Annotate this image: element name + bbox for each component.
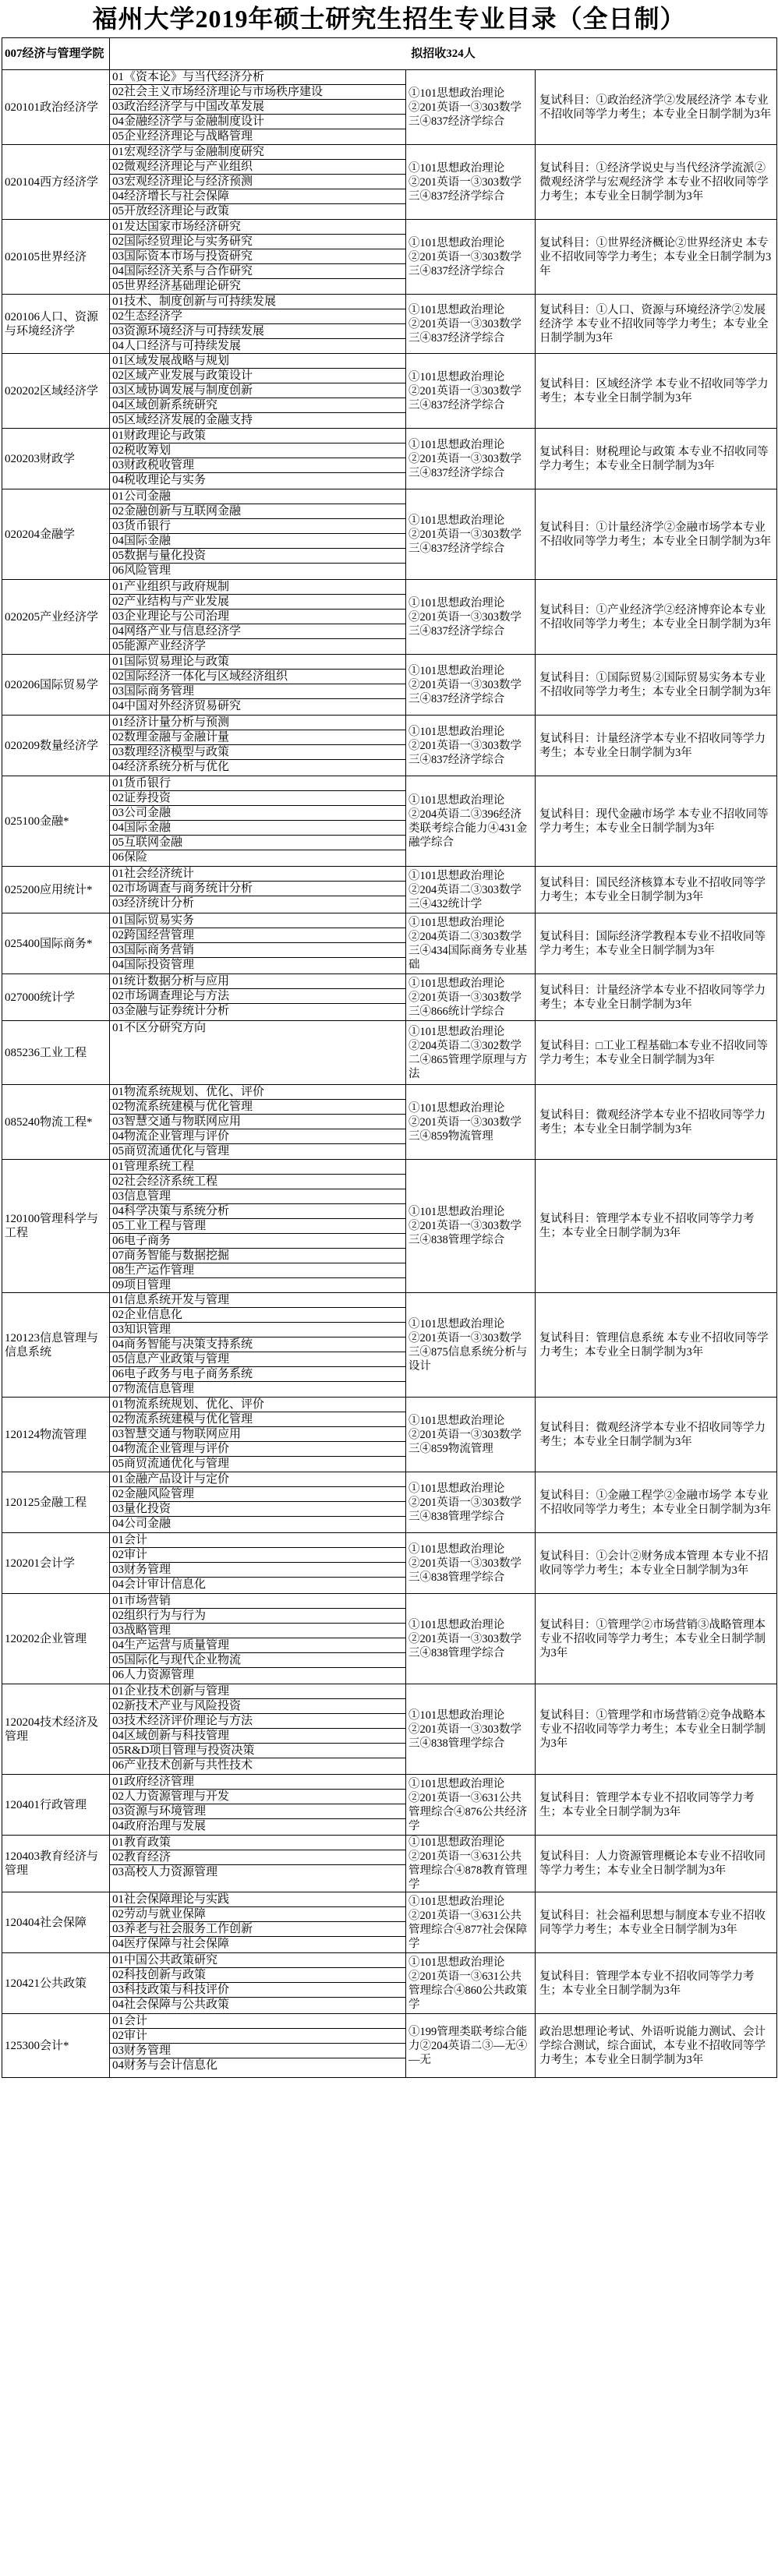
direction-item: 02生态经济学 (110, 309, 405, 324)
direction-item: 03资源与环境管理 (110, 1804, 405, 1819)
notes: 复试科目：人力资源管理概论本专业不招收同等学力考生；本专业全日制学制为3年 (536, 1836, 777, 1892)
direction-item: 02产业结构与产业发展 (110, 595, 405, 610)
direction-item: 01产业组织与政府规制 (110, 580, 405, 595)
direction-item: 01企业技术创新与管理 (110, 1684, 405, 1699)
direction-item: 02税收筹划 (110, 443, 405, 458)
direction-item: 03知识管理 (110, 1323, 405, 1337)
major-row (2, 1160, 777, 1293)
major-name: 025400国际商务* (2, 913, 110, 974)
research-directions (110, 1398, 406, 1472)
notes: 复试科目：财税理论与政策 本专业不招收同等学力考生；本专业全日制学制为3年 (536, 429, 777, 489)
direction-item: 01不区分研究方向 (112, 1022, 207, 1034)
major-row (2, 295, 777, 354)
direction-item: 02市场调查与商务统计分析 (110, 882, 405, 896)
major-name: 085236工业工程 (2, 1021, 110, 1085)
exam-subjects: ①101思想政治理论②201英语一③303数学三④837经济学综合 (406, 489, 536, 580)
major-row (2, 580, 777, 655)
direction-item: 05国际化与现代企业物流 (110, 1653, 405, 1668)
notes: 复试科目：①国际贸易②国际贸易实务本专业不招收同等学力考生；本专业全日制学制为3年 (536, 655, 777, 716)
direction-item: 04经济增长与社会保障 (110, 189, 405, 204)
major-row (2, 1892, 777, 1953)
research-directions (110, 429, 406, 489)
research-directions (110, 1594, 406, 1684)
notes: 复试科目：现代金融市场学 本专业不招收同等学力考生；本专业全日制学制为3年 (536, 776, 777, 867)
notes: 复试科目：□工业工程基础□本专业不招收同等学力考生；本专业全日制学制为3年 (536, 1021, 777, 1085)
direction-item: 06保险 (112, 851, 148, 864)
header-row (2, 38, 777, 70)
direction-item: 01会计 (110, 1533, 405, 1548)
notes: 复试科目：管理学本专业不招收同等学力考生；本专业全日制学制为3年 (536, 1160, 777, 1293)
direction-item: 03资源环境经济与可持续发展 (110, 324, 405, 339)
direction-item: 02社会主义市场经济理论与市场秩序建设 (110, 85, 405, 100)
direction-item: 03技术经济评价理论与方法 (110, 1714, 405, 1729)
major-row (2, 1293, 777, 1398)
research-directions (110, 1472, 406, 1533)
research-directions (110, 70, 406, 145)
notes: 复试科目：微观经济学本专业不招收同等学力考生；本专业全日制学制为3年 (536, 1085, 777, 1160)
research-directions (110, 1293, 406, 1398)
major-name: 020209数量经济学 (2, 716, 110, 776)
major-name: 120204技术经济及管理 (2, 1684, 110, 1775)
direction-item: 01物流系统规划、优化、评价 (110, 1398, 405, 1412)
direction-item: 05开放经济理论与政策 (112, 205, 230, 217)
direction-item: 05企业经济理论与战略管理 (112, 130, 253, 143)
direction-item: 04区域创新与科技管理 (110, 1729, 405, 1744)
direction-item: 03量化投资 (110, 1502, 405, 1517)
exam-subjects: ①101思想政治理论②204英语二③396经济类联考综合能力④431金融学综合 (406, 776, 536, 867)
direction-item: 01国际贸易理论与政策 (110, 655, 405, 670)
notes: 复试科目：计量经济学本专业不招收同等学力考生；本专业全日制学制为3年 (536, 974, 777, 1021)
exam-subjects: ①101思想政治理论②201英语一③303数学三④875信息系统分析与设计 (406, 1293, 536, 1398)
direction-item: 04医疗保障与社会保障 (112, 1938, 230, 1950)
exam-subjects: ①101思想政治理论②201英语一③303数学三④837经济学综合 (406, 655, 536, 716)
direction-item: 03金融与证券统计分析 (112, 1005, 230, 1017)
major-row (2, 429, 777, 489)
exam-subjects: ①101思想政治理论②201英语一③303数学三④866统计学综合 (406, 974, 536, 1021)
major-row (2, 489, 777, 580)
notes: 复试科目：管理信息系统 本专业不招收同等学力考生；本专业全日制学制为3年 (536, 1293, 777, 1398)
direction-item: 02审计 (110, 2029, 405, 2044)
direction-item: 01会计 (110, 2014, 405, 2029)
direction-item: 01货币银行 (110, 776, 405, 791)
major-row (2, 2014, 777, 2078)
college-name: 007经济与管理学院 (2, 38, 110, 70)
direction-item: 05商贸流通优化与管理 (112, 1458, 230, 1470)
direction-item: 02物流系统建模与优化管理 (110, 1100, 405, 1115)
direction-item: 04公司金融 (112, 1518, 172, 1530)
major-name: 120421公共政策 (2, 1953, 110, 2014)
exam-subjects: ①101思想政治理论②201英语一③303数学三④837经济学综合 (406, 354, 536, 429)
direction-item: 01宏观经济学与金融制度研究 (110, 145, 405, 160)
major-name: 020105世界经济 (2, 220, 110, 295)
direction-item: 01区域发展战略与规划 (110, 354, 405, 369)
major-name: 120123信息管理与信息系统 (2, 1293, 110, 1398)
research-directions (110, 867, 406, 913)
direction-item: 01中国公共政策研究 (110, 1953, 405, 1968)
major-row (2, 1472, 777, 1533)
direction-item: 06产业技术创新与共性技术 (112, 1759, 253, 1772)
major-row (2, 1836, 777, 1892)
direction-item: 01社会保障理论与实践 (110, 1892, 405, 1907)
direction-item: 06风险管理 (112, 564, 172, 577)
direction-item: 03公司金融 (110, 806, 405, 821)
major-name: 025200应用统计* (2, 867, 110, 913)
direction-item: 03信息管理 (110, 1189, 405, 1204)
notes: 复试科目：国民经济核算本专业不招收同等学力考生；本专业全日制学制为3年 (536, 867, 777, 913)
direction-item: 06电子商务 (110, 1234, 405, 1249)
direction-item: 03财务管理 (110, 2044, 405, 2058)
direction-item: 02新技术产业与风险投资 (110, 1699, 405, 1714)
notes: 复试科目：国际经济学教程本专业不招收同等学力考生；本专业全日制学制为3年 (536, 913, 777, 974)
direction-item: 05商贸流通优化与管理 (112, 1145, 230, 1157)
major-name: 085240物流工程* (2, 1085, 110, 1160)
direction-item: 03国际商务营销 (110, 943, 405, 958)
direction-item: 01《资本论》与当代经济分析 (110, 70, 405, 85)
direction-item: 01财政理论与政策 (110, 429, 405, 443)
direction-item: 04科学决策与系统分析 (110, 1204, 405, 1219)
direction-item: 03养老与社会服务工作创新 (110, 1922, 405, 1937)
exam-subjects: ①101思想政治理论②201英语一③303数学三④837经济学综合 (406, 145, 536, 220)
research-directions (110, 145, 406, 220)
direction-item: 02证券投资 (110, 791, 405, 806)
exam-subjects: ①101思想政治理论②201英语一③303数学三④838管理学综合 (406, 1594, 536, 1684)
direction-item: 04金融经济学与金融制度设计 (110, 115, 405, 129)
research-directions (110, 1892, 406, 1953)
notes: 复试科目：计量经济学本专业不招收同等学力考生；本专业全日制学制为3年 (536, 716, 777, 776)
major-name: 025100金融* (2, 776, 110, 867)
major-name: 125300会计* (2, 2014, 110, 2078)
research-directions (110, 974, 406, 1021)
direction-item: 05工业工程与管理 (110, 1219, 405, 1234)
direction-item: 09项目管理 (112, 1279, 172, 1292)
direction-item: 04政府治理与发展 (112, 1820, 207, 1832)
major-name: 020106人口、资源与环境经济学 (2, 295, 110, 354)
direction-item: 01经济计量分析与预测 (110, 716, 405, 730)
research-directions (110, 655, 406, 716)
major-name: 120403教育经济与管理 (2, 1836, 110, 1892)
research-directions (110, 1021, 406, 1085)
direction-item: 01技术、制度创新与可持续发展 (110, 295, 405, 309)
exam-subjects: ①101思想政治理论②204英语二③302数学二④865管理学原理与方法 (406, 1021, 536, 1085)
major-row (2, 354, 777, 429)
notes: 复试科目：管理学本专业不招收同等学力考生；本专业全日制学制为3年 (536, 1775, 777, 1836)
major-name: 120125金融工程 (2, 1472, 110, 1533)
notes: 复试科目：①世界经济概论②世界经济史 本专业不招收同等学力考生；本专业全日制学制为3年 (536, 220, 777, 295)
notes: 复试科目：管理学本专业不招收同等学力考生；本专业全日制学制为3年 (536, 1953, 777, 2014)
direction-item: 04国际投资管理 (112, 959, 195, 971)
direction-item: 01社会经济统计 (110, 867, 405, 882)
exam-subjects: ①101思想政治理论②201英语一③631公共管理综合④860公共政策学 (406, 1953, 536, 2014)
direction-item: 02物流系统建模与优化管理 (110, 1412, 405, 1427)
major-name: 120124物流管理 (2, 1398, 110, 1472)
exam-subjects: ①101思想政治理论②201英语一③303数学三④838管理学综合 (406, 1533, 536, 1594)
direction-item: 01金融产品设计与定价 (110, 1472, 405, 1487)
major-name: 020203财政学 (2, 429, 110, 489)
exam-subjects: ①101思想政治理论②201英语一③303数学三④837经济学综合 (406, 716, 536, 776)
direction-item: 03财政税收管理 (110, 458, 405, 473)
major-row (2, 1775, 777, 1836)
major-name: 027000统计学 (2, 974, 110, 1021)
exam-subjects: ①101思想政治理论②201英语一③303数学三④837经济学综合 (406, 429, 536, 489)
direction-item: 02国际经贸理论与实务研究 (110, 235, 405, 249)
exam-subjects: ①101思想政治理论②201英语一③303数学三④838管理学综合 (406, 1160, 536, 1293)
direction-item: 04经济系统分析与优化 (112, 761, 230, 773)
direction-item: 03科技政策与科技评价 (110, 1983, 405, 1998)
notes: 复试科目：①管理学②市场营销③战略管理本专业不招收同等学力考生；本专业全日制学制为3年 (536, 1594, 777, 1684)
exam-subjects: ①101思想政治理论②201英语一③631公共管理综合④876公共经济学 (406, 1775, 536, 1836)
direction-item: 05互联网金融 (110, 836, 405, 850)
direction-item: 01市场营销 (110, 1594, 405, 1609)
direction-item: 07商务智能与数据挖掘 (110, 1249, 405, 1263)
research-directions (110, 2014, 406, 2078)
direction-item: 03国际资本市场与投资研究 (110, 249, 405, 264)
direction-item: 05信息产业政策与管理 (110, 1352, 405, 1367)
major-row (2, 1594, 777, 1684)
exam-subjects: ①101思想政治理论②201英语一③303数学三④859物流管理 (406, 1085, 536, 1160)
notes: 复试科目：①人口、资源与环境经济学②发展经济学 本专业不招收同等学力考生；本专业全日制学制为3年 (536, 295, 777, 354)
notes: 复试科目：①会计②财务成本管理 本专业不招收同等学力考生；本专业全日制学制为3年 (536, 1533, 777, 1594)
major-row (2, 1085, 777, 1160)
research-directions (110, 776, 406, 867)
direction-item: 02数理金融与金融计量 (110, 730, 405, 745)
direction-item: 03货币银行 (110, 519, 405, 534)
direction-item: 02教育经济 (110, 1850, 405, 1865)
direction-item: 03宏观经济理论与经济预测 (110, 175, 405, 189)
direction-item: 02金融创新与互联网金融 (110, 504, 405, 519)
direction-item: 02微观经济理论与产业组织 (110, 160, 405, 175)
direction-item: 03数理经济模型与政策 (110, 745, 405, 760)
direction-item: 02市场调查理论与方法 (110, 989, 405, 1004)
research-directions (110, 1953, 406, 2014)
direction-item: 04财务与会计信息化 (112, 2059, 218, 2072)
research-directions (110, 1160, 406, 1293)
major-name: 120202企业管理 (2, 1594, 110, 1684)
direction-item: 04商务智能与决策支持系统 (110, 1337, 405, 1352)
notes: 复试科目：区域经济学 本专业不招收同等学力考生；本专业全日制学制为3年 (536, 354, 777, 429)
page-title: 福州大学2019年硕士研究生招生专业目录（全日制） (92, 5, 686, 33)
exam-subjects: ①101思想政治理论②201英语一③303数学三④838管理学综合 (406, 1684, 536, 1775)
major-row (2, 70, 777, 145)
quota-label: 拟招收324人 (110, 38, 777, 70)
exam-subjects: ①101思想政治理论②201英语一③303数学三④837经济学综合 (406, 295, 536, 354)
major-name: 120404社会保障 (2, 1892, 110, 1953)
direction-item: 01信息系统开发与管理 (110, 1293, 405, 1308)
major-row (2, 220, 777, 295)
notes: 复试科目：社会福利思想与制度本专业不招收同等学力考生；本专业全日制学制为3年 (536, 1892, 777, 1953)
direction-item: 04中国对外经济贸易研究 (112, 700, 242, 712)
direction-item: 04会计审计信息化 (112, 1578, 207, 1591)
direction-item: 08生产运作管理 (110, 1263, 405, 1278)
direction-item: 04区域创新系统研究 (110, 398, 405, 413)
direction-item: 04国际金融 (110, 534, 405, 549)
direction-item: 02社会经济系统工程 (110, 1175, 405, 1189)
notes: 政治思想理论考试、外语听说能力测试、会计学综合测试，综合面试，本专业不招收同等学力考生；本专业全日制学制为3年 (536, 2014, 777, 2078)
major-row (2, 974, 777, 1021)
direction-item: 01物流系统规划、优化、评价 (110, 1085, 405, 1100)
direction-item: 02科技创新与政策 (110, 1968, 405, 1983)
major-row (2, 913, 777, 974)
direction-item: 05能源产业经济学 (112, 640, 207, 652)
direction-item: 02跨国经营管理 (110, 928, 405, 943)
catalog-table (2, 37, 777, 2078)
research-directions (110, 1775, 406, 1836)
exam-subjects: ①101思想政治理论②204英语二③303数学三④434国际商务专业基础 (406, 913, 536, 974)
major-name: 020101政治经济学 (2, 70, 110, 145)
major-name: 020205产业经济学 (2, 580, 110, 655)
major-row (2, 1021, 777, 1085)
direction-item: 01统计数据分析与应用 (110, 974, 405, 989)
major-name: 120100管理科学与工程 (2, 1160, 110, 1293)
direction-item: 02组织行为与行为 (110, 1609, 405, 1624)
direction-item: 03财务管理 (110, 1563, 405, 1578)
direction-item: 04税收理论与实务 (112, 474, 207, 486)
direction-item: 03政治经济学与中国改革发展 (110, 100, 405, 115)
exam-subjects: ①101思想政治理论②201英语一③631公共管理综合④877社会保障学 (406, 1892, 536, 1953)
direction-item: 03高校人力资源管理 (112, 1866, 218, 1878)
direction-item: 06电子政务与电子商务系统 (110, 1367, 405, 1382)
direction-item: 02审计 (110, 1548, 405, 1563)
direction-item: 04网络产业与信息经济学 (110, 624, 405, 639)
research-directions (110, 1533, 406, 1594)
major-row (2, 1684, 777, 1775)
research-directions (110, 716, 406, 776)
major-name: 020104西方经济学 (2, 145, 110, 220)
notes: 复试科目：①金融工程学②金融市场学 本专业不招收同等学力考生；本专业全日制学制为3年 (536, 1472, 777, 1533)
major-row (2, 867, 777, 913)
exam-subjects: ①101思想政治理论②204英语二③303数学三④432统计学 (406, 867, 536, 913)
research-directions (110, 1684, 406, 1775)
notes: 复试科目：①管理学和市场营销②竞争战略本专业不招收同等学力考生；本专业全日制学制为3年 (536, 1684, 777, 1775)
direction-item: 03区域协调发展与制度创新 (110, 383, 405, 398)
major-name: 020202区域经济学 (2, 354, 110, 429)
exam-subjects: ①101思想政治理论②201英语一③303数学三④837经济学综合 (406, 580, 536, 655)
research-directions (110, 1836, 406, 1892)
notes: 复试科目：①政治经济学②发展经济学 本专业不招收同等学力考生；本专业全日制学制为3年 (536, 70, 777, 145)
direction-item: 03经济统计分析 (112, 897, 195, 910)
exam-subjects: ①101思想政治理论②201英语一③631公共管理综合④878教育管理学 (406, 1836, 536, 1892)
notes: 复试科目：①计量经济学②金融市场学本专业不招收同等学力考生；本专业全日制学制为3年 (536, 489, 777, 580)
direction-item: 04社会保障与公共政策 (112, 1998, 230, 2011)
direction-item: 03国际商务管理 (110, 684, 405, 699)
direction-item: 04国际金融 (110, 821, 405, 836)
exam-subjects: ①199管理类联考综合能力②204英语二③—无④—无 (406, 2014, 536, 2078)
major-row (2, 1533, 777, 1594)
research-directions (110, 580, 406, 655)
major-name: 020206国际贸易学 (2, 655, 110, 716)
direction-item: 04物流企业管理与评价 (110, 1442, 405, 1457)
major-row (2, 1953, 777, 2014)
direction-item: 02区域产业发展与政策设计 (110, 369, 405, 383)
direction-item: 07物流信息管理 (112, 1383, 195, 1395)
research-directions (110, 354, 406, 429)
direction-item: 01国际贸易实务 (110, 913, 405, 928)
major-row (2, 145, 777, 220)
direction-item: 05世界经济基础理论研究 (112, 280, 242, 292)
notes: 复试科目：①经济学说史与当代经济学流派②微观经济学与宏观经济学 本专业不招收同等学力考生；本专业全日制学制为3年 (536, 145, 777, 220)
exam-subjects: ①101思想政治理论②201英语一③303数学三④859物流管理 (406, 1398, 536, 1472)
research-directions (110, 913, 406, 974)
direction-item: 05R&D项目管理与投资决策 (110, 1744, 405, 1758)
major-row (2, 1398, 777, 1472)
research-directions (110, 1085, 406, 1160)
direction-item: 02人力资源管理与开发 (110, 1790, 405, 1804)
major-row (2, 716, 777, 776)
direction-item: 02企业信息化 (110, 1308, 405, 1323)
direction-item: 04人口经济与可持续发展 (112, 340, 242, 352)
notes: 复试科目：微观经济学本专业不招收同等学力考生；本专业全日制学制为3年 (536, 1398, 777, 1472)
direction-item: 03企业理论与公司治理 (110, 610, 405, 624)
direction-item: 03智慧交通与物联网应用 (110, 1427, 405, 1442)
direction-item: 01发达国家市场经济研究 (110, 220, 405, 235)
major-name: 120401行政管理 (2, 1775, 110, 1836)
direction-item: 01管理系统工程 (110, 1160, 405, 1175)
direction-item: 01政府经济管理 (110, 1775, 405, 1790)
research-directions (110, 489, 406, 580)
direction-item: 05区域经济发展的金融支持 (112, 414, 253, 426)
major-name: 020204金融学 (2, 489, 110, 580)
direction-item: 04国际经济关系与合作研究 (110, 264, 405, 279)
research-directions (110, 220, 406, 295)
notes: 复试科目：①产业经济学②经济博弈论本专业不招收同等学力考生；本专业全日制学制为3年 (536, 580, 777, 655)
direction-item: 01教育政策 (110, 1836, 405, 1850)
direction-item: 03战略管理 (110, 1624, 405, 1638)
direction-item: 04生产运营与质量管理 (110, 1638, 405, 1653)
direction-item: 02金融风险管理 (110, 1487, 405, 1502)
direction-item: 01公司金融 (110, 489, 405, 504)
major-name: 120201会计学 (2, 1533, 110, 1594)
direction-item: 04物流企业管理与评价 (110, 1129, 405, 1144)
direction-item: 05数据与量化投资 (110, 549, 405, 564)
research-directions (110, 295, 406, 354)
major-row (2, 655, 777, 716)
major-row (2, 776, 777, 867)
exam-subjects: ①101思想政治理论②201英语一③303数学三④838管理学综合 (406, 1472, 536, 1533)
direction-item: 02劳动与就业保障 (110, 1907, 405, 1922)
exam-subjects: ①101思想政治理论②201英语一③303数学三④837经济学综合 (406, 220, 536, 295)
direction-item: 02国际经济一体化与区域经济组织 (110, 670, 405, 684)
direction-item: 06人力资源管理 (112, 1669, 195, 1681)
direction-item: 03智慧交通与物联网应用 (110, 1115, 405, 1129)
exam-subjects: ①101思想政治理论②201英语一③303数学三④837经济学综合 (406, 70, 536, 145)
